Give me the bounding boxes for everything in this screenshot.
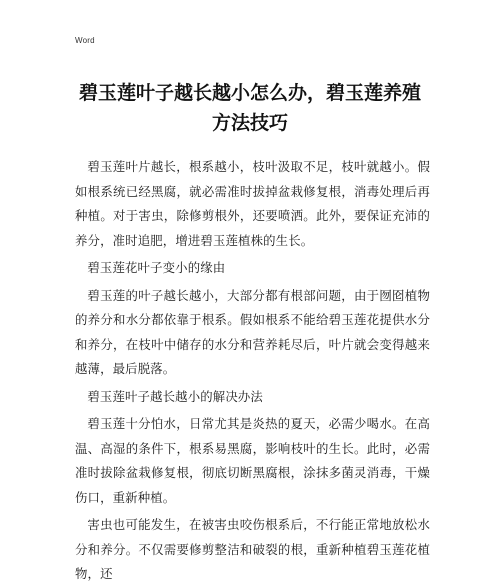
paragraph-intro: 碧玉莲叶片越长，根系越小，枝叶汲取不足，枝叶就越小。假如根系统已经黑腐，就必需准时拔掉盆栽修复根，消毒处理后再种植。对于害虫，除修剪根外，还要喷洒。此外，要保证充沛的养分，准时追肥，增进碧玉莲植株的生长。	[75, 159, 430, 248]
paragraph-causes: 碧玉莲的叶子越长越小，大部分都有根部问题，由于囫囵植物的养分和水分都依靠于根系。假如根系不能给碧玉莲花提供水分和养分，在枝叶中储存的水分和营养耗尽后，叶片就会变得越来越薄，最后脱落。	[75, 287, 430, 376]
document-title	[40, 78, 460, 138]
title-line-2: 方法技巧	[211, 112, 288, 134]
section-heading-causes: 碧玉莲花叶子变小的缘由	[87, 260, 226, 275]
paragraph-solution-water: 碧玉莲十分怕水，日常尤其是炎热的夏天，必需少喝水。在高温、高湿的条件下，根系易黑腐，影响枝叶的生长。此时，必需准时拔除盆栽修复根，彻底切断黑腐根，涂抹多菌灵消毒，干燥伤口，重新种植。	[75, 416, 430, 505]
section-heading-solutions: 碧玉莲叶子越长越小的解决办法	[87, 388, 263, 404]
document-body	[75, 155, 430, 587]
paragraph-solution-pests: 害虫也可能发生，在被害虫咬伤根系后，不行能正常地放松水分和养分。不仅需要修剪整洁和破裂的根，重新种植碧玉莲花植物，还	[75, 517, 430, 581]
title-line-1: 碧玉莲叶子越长越小怎么办，碧玉莲养殖	[78, 82, 421, 104]
header-label: Word	[75, 36, 95, 45]
